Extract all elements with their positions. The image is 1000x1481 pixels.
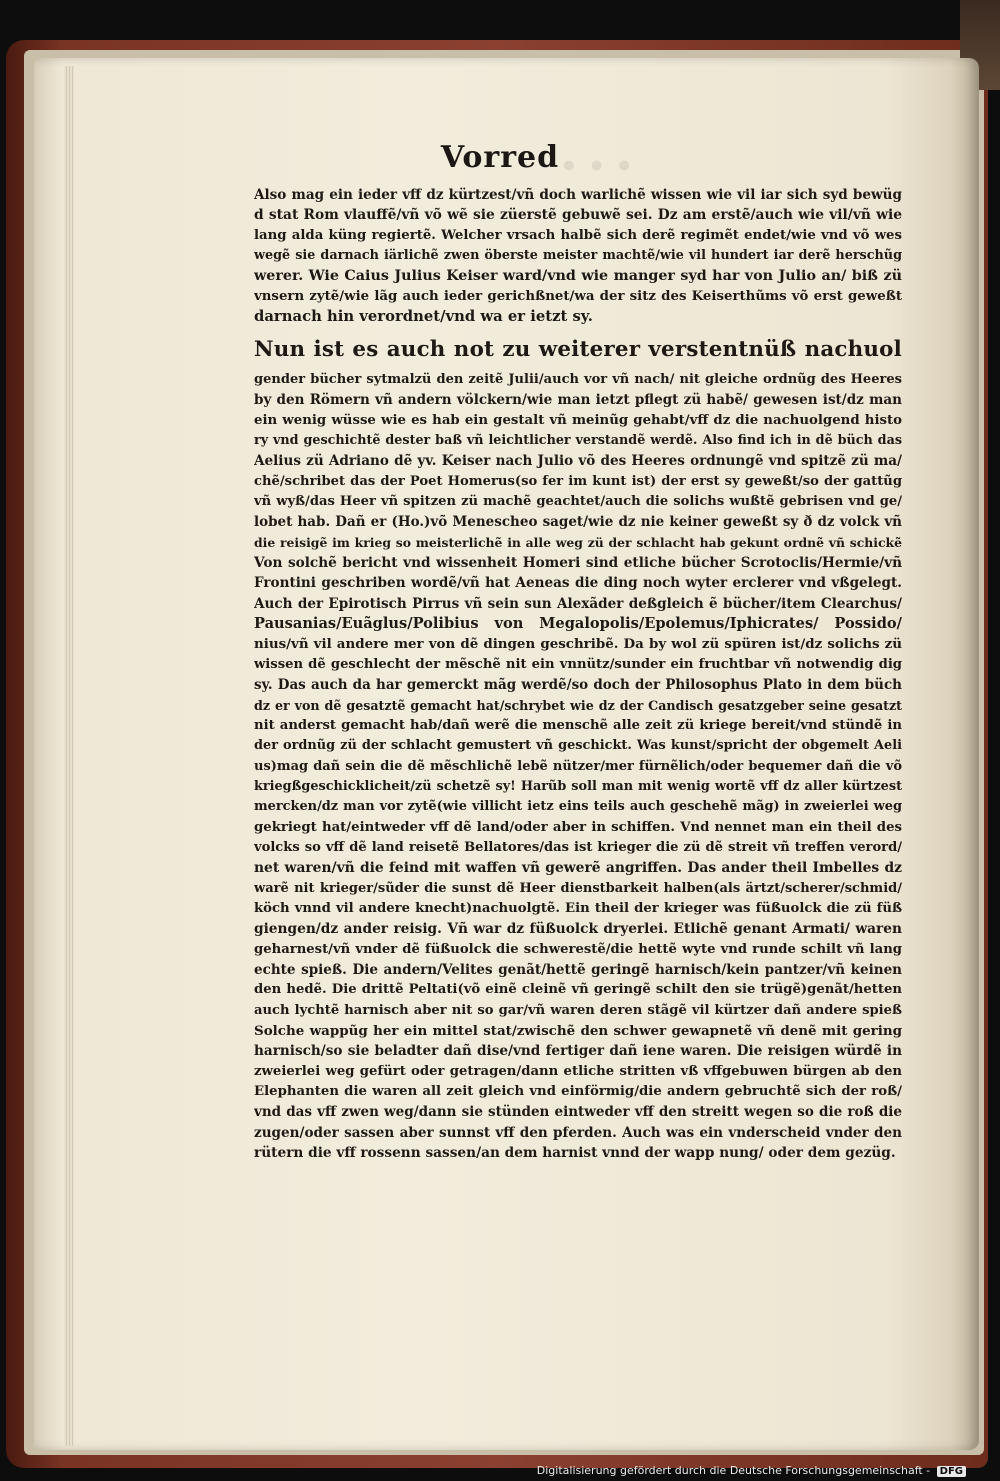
page-heading: Vorred	[440, 140, 560, 175]
text-line: Solche wappũg her ein mittel stat/zwischẽ den schwer gewapnetẽ vñ denẽ mit gering	[254, 1023, 902, 1039]
text-line: by den Römern vñ andern völckern/wie man ietzt pflegt zü habẽ/ gewesen ist/dz man	[254, 392, 902, 409]
text-line: lobet hab. Dañ er (Ho.)võ Menescheo saget/wie dz nie keiner geweßt sy ð dz volck vñ	[254, 514, 902, 531]
text-line: köch vnnd vil andere knecht)nachuolgtẽ. Ein theil der krieger was füßuolck die zü füß	[254, 900, 902, 916]
text-line: Aelius zü Adriano dẽ yv. Keiser nach Julio võ des Heeres ordnungẽ vnd spitzẽ zü ma/	[254, 453, 902, 470]
text-line: dz er von dẽ gesatztẽ gemacht hat/schrybet wie dz der Candisch gesatzgeber seine gesatzt	[254, 697, 902, 713]
text-line: sy. Das auch da har gemerckt mãg werdẽ/so doch der Philosophus Plato in dem büch	[254, 677, 902, 694]
text-line: lang alda küng regiertẽ. Welcher vrsach halbẽ sich derẽ regimẽt endet/wie vnd võ wes	[254, 227, 902, 243]
text-line: die reisigẽ im krieg so meisterlichẽ in alle weg zü der schlacht hab gekunt ordnẽ vñ schickẽ	[254, 534, 902, 550]
page-edges	[64, 66, 74, 1446]
dfg-logo: DFG	[937, 1466, 966, 1477]
text-line: net waren/vñ die feind mit waffen vñ gewerẽ angriffen. Das ander theil Imbelles dz	[254, 860, 902, 877]
text-line: darnach hin verordnet/vnd wa er ietzt sy.	[254, 307, 593, 325]
text-line: volcks so vff dẽ land reisetẽ Bellatores/das ist krieger die zü dẽ streit vñ treffen verord/	[254, 839, 902, 855]
text-line: us)mag dañ sein die dẽ mẽschlichẽ lebẽ nützer/mer fürnẽlich/oder bequemer dañ die võ	[254, 758, 902, 774]
text-line: giengen/dz ander reisig. Vñ war dz füßuolck dryerlei. Etlichẽ genant Armati/ waren	[254, 921, 902, 938]
text-line: Auch der Epirotisch Pirrus vñ sein sun Alexãder deßgleich ẽ bücher/item Clearchus/	[254, 595, 902, 612]
lead-line: Nun ist es auch not zu weiterer verstentnüß nachuol	[254, 337, 902, 362]
text-line: Von solchẽ bericht vnd wissenheit Homeri sind etliche bücher Scrotoclis/Hermie/vñ	[254, 555, 902, 572]
text-line: wissen dẽ geschlecht der mẽschẽ nit ein vnnütz/sunder ein fruchtbar vñ notwendig dig	[254, 656, 902, 672]
text-line: vnsern zytẽ/wie lãg auch ieder gerichßnet/wa der sitz des Keiserthũms võ erst geweßt	[254, 288, 902, 305]
text-line: gekriegt hat/eintweder vff dẽ land/oder aber in schiffen. Vnd nennet man ein theil des	[254, 819, 902, 835]
text-line: chẽ/schribet das der Poet Homerus(so fer im kunt ist) der erst sy geweßt/so der gattũg	[254, 473, 902, 489]
text-line: auch lychtẽ harnisch aber nit so gar/vñ waren deren stãgẽ vil kürtzer dañ andere spieß	[254, 1002, 902, 1018]
text-line: werer. Wie Caius Julius Keiser ward/vnd wie manger syd har von Julio an/ biß zü	[254, 268, 902, 285]
text-line: geharnest/vñ vnder dẽ füßuolck die schwerestẽ/die hettẽ wyte vnd runde schilt vñ lang	[254, 941, 902, 957]
text-line: mercken/dz man vor zytẽ(wie villicht ietz eins teils auch geschehẽ mãg) in zweierlei weg	[254, 799, 902, 815]
text-line: ry vnd geschichtẽ dester baß vñ leichtlicher verstandẽ werdẽ. Also find ich in dẽ büch das	[254, 433, 902, 449]
text-line: gender bücher sytmalzü den zeitẽ Julii/auch vor vñ nach/ nit gleiche ordnũg des Heeres	[254, 372, 902, 387]
text-line: vñ wyß/das Heer vñ spitzen zü machẽ geachtet/auch die solichs wußtẽ gebrisen vnd ge/	[254, 494, 902, 510]
text-line: zugen/oder sassen aber sunnst vff den pferden. Auch was ein vnderscheid vnder den	[254, 1124, 902, 1141]
text-line: Elephanten die waren all zeit gleich vnd einförmig/die andern gebruchtẽ sich der roß/	[254, 1084, 902, 1100]
credit-text: Digitalisierung gefördert durch die Deutsche Forschungsgemeinschaft -	[536, 1464, 931, 1477]
text-line: Also mag ein ieder vff dz kürtzest/vñ doch warlichẽ wissen wie vil iar sich syd bewüg	[254, 187, 902, 203]
body-paragraph	[254, 370, 902, 1163]
text-line: echte spieß. Die andern/Velites genãt/hettẽ geringẽ harnisch/kein pantzer/vñ keinen	[254, 961, 902, 978]
text-line: ein wenig wüsse wie es hab ein gestalt vñ meinũg gehabt/vff dz die nachuolgend histo	[254, 412, 902, 428]
text-line: harnisch/so sie beladter dañ dise/vnd fertiger dañ iene waren. Die reisigen würdẽ in	[254, 1043, 902, 1060]
text-line: rütern die vff rossenn sassen/an dem harnist vnnd der wapp nung/ oder dem gezüg.	[254, 1145, 896, 1162]
digitization-credit	[537, 1464, 966, 1477]
text-line: kriegßgeschicklicheit/zü schetzẽ sy! Harũb soll man mit wenig wortẽ vff dz aller kürtzest	[254, 778, 902, 794]
intro-paragraph	[254, 185, 902, 327]
text-line: vnd das vff zwen weg/dann sie stünden eintweder vff den streitt wegen so die roß die	[254, 1104, 902, 1121]
text-line: Frontini geschriben wordẽ/vñ hat Aeneas die ding noch wyter erclerer vnd vßgelegt.	[254, 575, 902, 592]
text-line: zweierlei weg gefürt oder getragen/dann etliche stritten vß vffgebuwen bürgen ab den	[254, 1063, 902, 1079]
text-line: den hedẽ. Die drittẽ Peltati(võ einẽ cleinẽ vñ geringẽ schilt den sie trügẽ)genãt/hetten	[254, 982, 902, 998]
text-line: wegẽ sie darnach iärlichẽ zwen öberste meister machtẽ/wie vil hundert iar derẽ herschũg	[254, 247, 902, 263]
text-line: Pausanias/Euãglus/Polibius von Megalopolis/Epolemus/Iphicrates/ Possido/	[254, 615, 902, 633]
text-line: der ordnũg zü der schlacht gemustert vñ geschickt. Was kunst/spricht der obgemelt Aeli	[254, 738, 902, 754]
text-line: warẽ nit krieger/sũder die sunst dẽ Heer dienstbarkeit halben(als ärtzt/scherer/schmid/	[254, 880, 902, 896]
text-line: nit anderst gemacht hab/dañ werẽ die menschẽ alle zeit zü kriege bereit/vnd stündẽ in	[254, 717, 902, 733]
text-line: nius/vñ vil andere mer von dẽ dingen geschribẽ. Da by wol zü spüren ist/dz solichs zü	[254, 636, 902, 653]
show-through-text: • • •	[560, 150, 634, 183]
text-line: d stat Rom vlauffẽ/vñ võ wẽ sie züerstẽ gebuwẽ sei. Dz am erstẽ/auch wie vil/vñ wie	[254, 207, 902, 224]
